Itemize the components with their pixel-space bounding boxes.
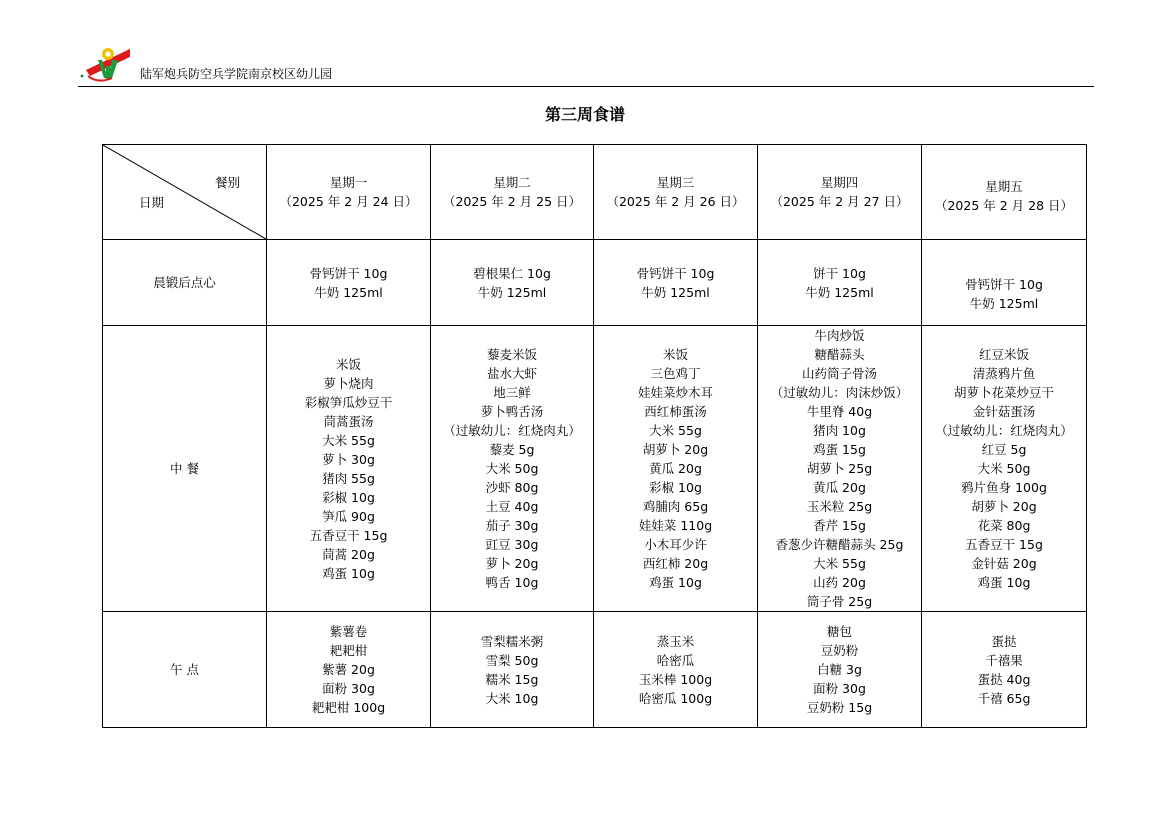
menu-item: 大米 55g [649, 423, 702, 438]
weekly-menu-table [102, 144, 1087, 728]
menu-item: 米饭 [662, 347, 688, 362]
menu-item: 蛋挞 [991, 633, 1017, 649]
menu-cell [922, 326, 1087, 612]
day-header [431, 145, 594, 240]
menu-item: 蒸玉米 [656, 633, 695, 649]
menu-item: 猪肉 10g [813, 423, 866, 438]
menu-item: 糖包 [826, 624, 852, 639]
menu-item: 米饭 [335, 356, 361, 372]
menu-item: 鸦片鱼身 100g [961, 480, 1047, 495]
menu-item: 三色鸡丁 [650, 366, 701, 381]
menu-item: 紫薯 20g [322, 662, 375, 677]
menu-cell [431, 240, 594, 326]
menu-item: 耙耙柑 [329, 643, 368, 658]
menu-item: 沙虾 80g [485, 480, 539, 495]
day-name: 星期二 [493, 175, 531, 190]
menu-item: 猪肉 55g [322, 470, 375, 486]
menu-item: 牛肉炒饭 [814, 328, 865, 343]
menu-cell [922, 240, 1087, 326]
table-header-row [103, 145, 1087, 240]
menu-item: 金针菇 20g [971, 556, 1037, 571]
kindergarten-logo-icon [78, 40, 130, 84]
menu-item: 千禧果 [985, 652, 1023, 668]
menu-item: 牛奶 125ml [641, 284, 710, 300]
menu-item: 红豆米饭 [978, 347, 1029, 362]
corner-diagonal-line [103, 145, 266, 239]
menu-item: 黄瓜 20g [649, 461, 702, 476]
day-date: （2025 年 2 月 25 日） [442, 194, 582, 209]
menu-cell [431, 326, 594, 612]
menu-item: 藜麦 5g [489, 442, 535, 457]
menu-item: 胡萝卜 20g [971, 499, 1037, 514]
date-label: 日期 [139, 195, 165, 210]
menu-item: 千禧 65g [977, 690, 1031, 706]
menu-item: 雪梨糯米粥 [480, 633, 544, 649]
menu-item: 西红柿蛋汤 [644, 404, 707, 419]
menu-item: 大米 10g [485, 690, 539, 706]
menu-item: 骨钙饼干 10g [636, 265, 715, 281]
menu-item: 大米 55g [813, 556, 866, 571]
menu-item: 胡萝卜花菜炒豆干 [953, 385, 1054, 400]
menu-item: 糖醋蒜头 [814, 347, 865, 362]
menu-item: 牛奶 125ml [805, 284, 874, 300]
menu-item: 香芹 15g [813, 518, 866, 533]
menu-item: 面粉 30g [813, 681, 866, 696]
menu-item: 牛奶 125ml [477, 284, 547, 300]
menu-item: 鸡蛋 15g [813, 442, 866, 457]
day-header [267, 145, 431, 240]
menu-item: 哈密瓜 100g [638, 690, 713, 706]
menu-item: 茄子 30g [485, 518, 539, 533]
menu-item: 娃娃菜炒木耳 [637, 385, 713, 400]
menu-item: 紫薯卷 [329, 624, 368, 639]
menu-item: 藜麦米饭 [486, 347, 537, 362]
header-divider [78, 86, 1094, 87]
day-date: （2025 年 2 月 28 日） [934, 198, 1074, 213]
day-name: 星期一 [329, 175, 368, 190]
menu-cell [594, 612, 758, 728]
menu-cell [922, 612, 1087, 728]
menu-item: 牛里脊 40g [806, 404, 873, 419]
menu-item: （过敏幼儿：红烧肉丸） [443, 423, 581, 438]
meal-type-cell: 中 餐 [103, 326, 267, 612]
menu-item: 蛋挞 40g [977, 671, 1031, 687]
day-date: （2025 年 2 月 24 日） [279, 194, 418, 209]
menu-item: （过敏幼儿：肉沫炒饭） [770, 385, 909, 400]
table-row [103, 240, 1087, 326]
menu-cell [758, 240, 922, 326]
menu-item: 花菜 80g [977, 518, 1031, 533]
menu-item: 大米 55g [322, 432, 375, 448]
menu-item: 红豆 5g [981, 442, 1027, 457]
menu-cell [758, 326, 922, 612]
menu-item: 豆奶粉 15g [806, 700, 873, 715]
menu-item: 娃娃菜 110g [638, 518, 713, 533]
menu-item: 土豆 40g [485, 499, 539, 514]
page-title: 第三周食谱 [544, 105, 625, 124]
menu-item: 胡萝卜 20g [642, 442, 709, 457]
menu-item: 大米 50g [977, 461, 1031, 476]
menu-cell [594, 240, 758, 326]
menu-item: 五香豆干 15g [309, 527, 388, 543]
menu-item: 饼干 10g [813, 265, 866, 281]
menu-cell [758, 612, 922, 728]
menu-item: 鸡蛋 10g [977, 575, 1031, 590]
menu-cell [431, 612, 594, 728]
day-header [758, 145, 922, 240]
day-name: 星期五 [985, 179, 1023, 194]
menu-item: 萝卜 20g [485, 556, 539, 571]
school-name: 陆军炮兵防空兵学院南京校区幼儿园 [140, 67, 333, 81]
meal-type-label: 餐别 [214, 175, 240, 190]
menu-item: 萝卜鸭舌汤 [480, 404, 544, 419]
menu-item: 鸭舌 10g [485, 575, 539, 590]
menu-item: 白糖 3g [817, 662, 862, 677]
menu-item: 鸡脯肉 65g [642, 499, 709, 514]
menu-item: 笋瓜 90g [322, 508, 375, 524]
menu-cell [267, 240, 431, 326]
menu-item: （过敏幼儿：红烧肉丸） [935, 423, 1073, 438]
menu-item: 彩椒笋瓜炒豆干 [304, 394, 393, 410]
menu-item: 山药 20g [813, 575, 866, 590]
menu-cell [594, 326, 758, 612]
meal-type-cell: 午 点 [103, 612, 267, 728]
table-row [103, 612, 1087, 728]
menu-item: 萝卜烧肉 [323, 375, 374, 391]
day-header [922, 145, 1087, 240]
menu-item: 地三鲜 [493, 385, 531, 400]
menu-item: 耙耙柑 100g [311, 700, 386, 715]
menu-item: 牛奶 125ml [969, 295, 1039, 311]
menu-item: 西红柿 20g [642, 556, 709, 571]
menu-item: 糯米 15g [485, 671, 539, 687]
menu-item: 茼蒿 20g [322, 546, 375, 562]
day-name: 星期三 [656, 175, 695, 190]
menu-item: 骨钙饼干 10g [965, 276, 1043, 292]
menu-item: 骨钙饼干 10g [309, 265, 388, 281]
menu-item: 玉米棒 100g [638, 671, 713, 687]
menu-item: 鸡蛋 10g [322, 565, 375, 581]
menu-cell [267, 326, 431, 612]
menu-cell [267, 612, 431, 728]
meal-type-cell: 晨锻后点心 [103, 240, 267, 326]
menu-item: 豇豆 30g [485, 537, 539, 552]
menu-item: 小木耳少许 [644, 537, 707, 552]
menu-item: 山药筒子骨汤 [801, 366, 877, 381]
menu-item: 金针菇蛋汤 [972, 404, 1036, 419]
menu-item: 豆奶粉 [820, 643, 859, 658]
menu-item: 彩椒 10g [322, 489, 375, 505]
day-name: 星期四 [820, 175, 859, 190]
day-header [594, 145, 758, 240]
menu-item: 五香豆干 15g [965, 537, 1043, 552]
page-header [78, 40, 1094, 88]
menu-item: 面粉 30g [322, 681, 375, 696]
day-date: （2025 年 2 月 27 日） [770, 194, 909, 209]
menu-item: 黄瓜 20g [813, 480, 866, 495]
menu-item: 萝卜 30g [322, 451, 375, 467]
menu-item: 碧根果仁 10g [473, 265, 551, 281]
menu-item: 牛奶 125ml [314, 284, 383, 300]
menu-item: 筒子骨 25g [806, 594, 873, 609]
menu-item: 胡萝卜 25g [806, 461, 873, 476]
day-date: （2025 年 2 月 26 日） [606, 194, 745, 209]
corner-cell [103, 145, 267, 240]
menu-item: 鸡蛋 10g [649, 575, 702, 590]
menu-item: 茼蒿蛋汤 [323, 413, 374, 429]
menu-item: 彩椒 10g [649, 480, 702, 495]
menu-item: 盐水大虾 [486, 366, 537, 381]
menu-item: 玉米粒 25g [806, 499, 873, 514]
menu-item: 大米 50g [485, 461, 539, 476]
menu-item: 清蒸鸦片鱼 [972, 366, 1036, 381]
menu-item: 香葱少许糖醋蒜头 25g [775, 537, 904, 552]
table-row [103, 326, 1087, 612]
menu-item: 哈密瓜 [656, 652, 695, 668]
menu-item: 雪梨 50g [485, 652, 539, 668]
